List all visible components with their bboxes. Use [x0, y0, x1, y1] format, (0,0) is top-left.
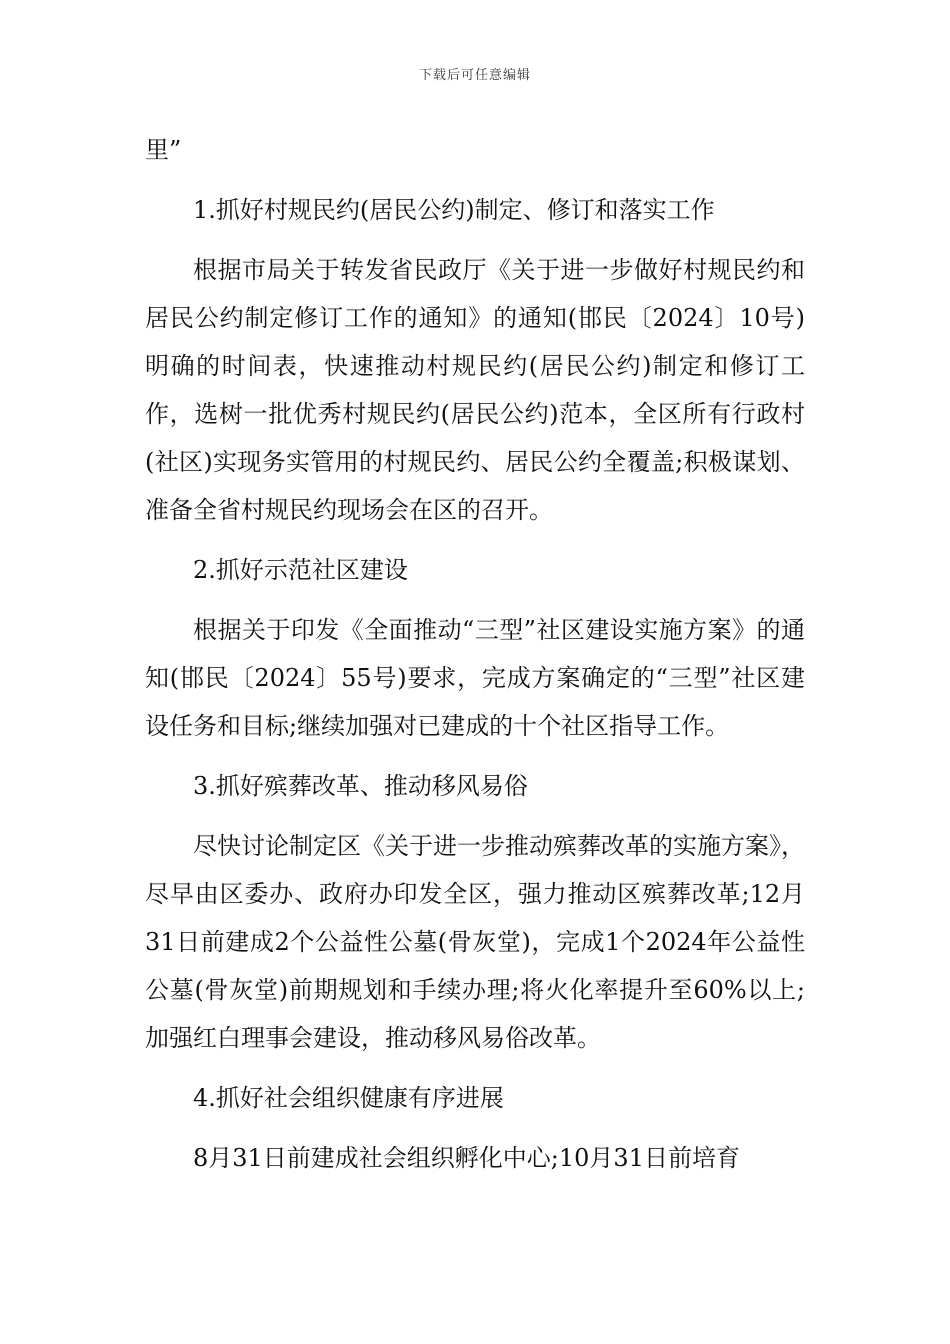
paragraph-1: 根据市局关于转发省民政厅《关于进一步做好村规民约和居民公约制定修订工作的通知》的通知(邯民〔2024〕10号)明确的时间表，快速推动村规民约(居民公约)制定和修订工作，选树一批优秀村规民约(居民公约)范本，全区所有行政村(社区)实现务实管用的村规民约、居民公约全覆盖;积极谋划、准备全省村规民约现场会在区的召开。	[145, 256, 805, 524]
section-heading-3: 3.抓好殡葬改革、推动移风易俗	[193, 772, 528, 800]
paragraph-4: 8月31日前建成社会组织孵化中心;10月31日前培育	[193, 1144, 740, 1172]
paragraph-2: 根据关于印发《全面推动“三型”社区建设实施方案》的通知(邯民〔2024〕55号)要求，完成方案确定的“三型”社区建设任务和目标;继续加强对已建成的十个社区指导工作。	[145, 616, 805, 740]
page-header-note: 下载后可任意编辑	[418, 68, 531, 83]
section-heading-4: 4.抓好社会组织健康有序进展	[193, 1084, 504, 1112]
document-body	[145, 126, 805, 1194]
section-heading-1: 1.抓好村规民约(居民公约)制定、修订和落实工作	[193, 196, 715, 224]
section-heading-2: 2.抓好示范社区建设	[193, 556, 408, 584]
paragraph-continuation: 里”	[145, 136, 182, 164]
paragraph-3: 尽快讨论制定区《关于进一步推动殡葬改革的实施方案》，尽早由区委办、政府办印发全区，强力推动区殡葬改革;12月31日前建成2个公益性公墓(骨灰堂)，完成1个2024年公益性公墓(骨灰堂)前期规划和手续办理;将火化率提升至60%以上;加强红白理事会建设，推动移风易俗改革。	[145, 832, 805, 1052]
